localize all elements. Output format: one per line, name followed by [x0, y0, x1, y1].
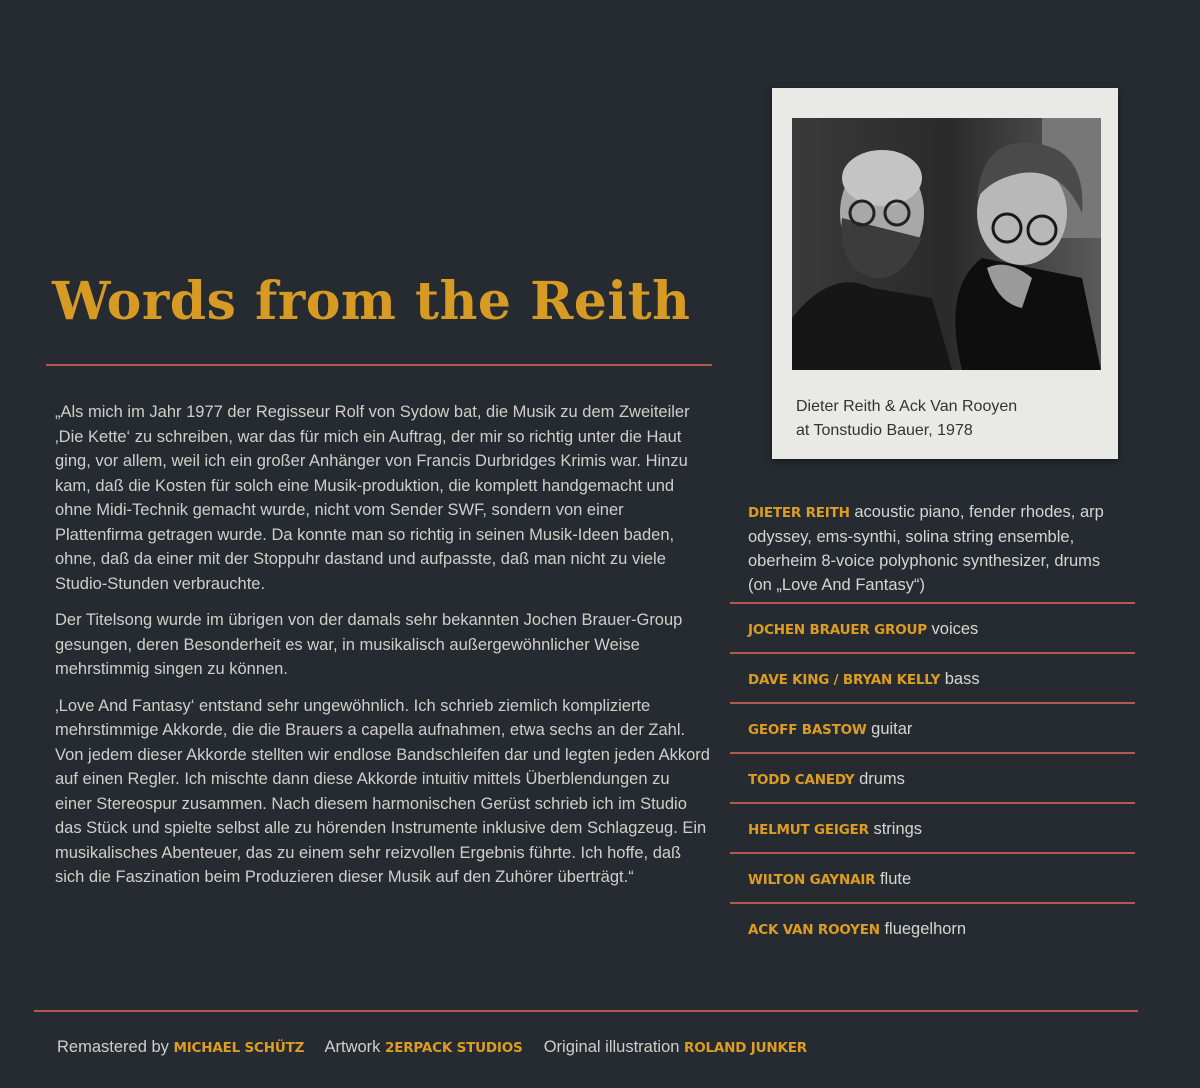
liner-notes: [55, 400, 710, 902]
credit-name: DIETER REITH: [748, 505, 850, 521]
credit-role: guitar: [871, 720, 913, 738]
credit-role: strings: [873, 820, 923, 838]
illustration-name: ROLAND JUNKER: [684, 1040, 807, 1056]
title-divider: [46, 364, 712, 366]
credit-row: [730, 654, 1135, 704]
polaroid-photo: [772, 88, 1118, 459]
footer-credits: [57, 1038, 807, 1057]
credit-row: [730, 704, 1135, 754]
credit-name: WILTON GAYNAIR: [748, 872, 876, 888]
remastered-label: Remastered by: [57, 1038, 169, 1056]
credit-name: JOCHEN BRAUER GROUP: [748, 622, 927, 638]
page-title: Words from the Reith: [52, 271, 691, 332]
musician-credits: [730, 497, 1135, 952]
credit-row: [730, 904, 1135, 952]
artwork-label: Artwork: [324, 1038, 381, 1056]
artwork-name: 2ERPACK STUDIOS: [385, 1040, 523, 1056]
footer-divider: [34, 1010, 1138, 1012]
musicians-photo-image: [792, 118, 1101, 370]
credit-role: drums: [859, 770, 905, 788]
credit-role: acoustic piano, fender rhodes, arp odyssey, ems-synthi, solina string ensemble, oberheim 8-voice polyphonic synthesizer, drums (on „Love And Fantasy“): [748, 503, 1104, 594]
credit-role: fluegelhorn: [884, 920, 967, 938]
credit-name: TODD CANEDY: [748, 772, 855, 788]
credit-row: [730, 604, 1135, 654]
credit-row: [730, 854, 1135, 904]
credit-row: [730, 754, 1135, 804]
credit-name: ACK VAN ROOYEN: [748, 922, 880, 938]
credit-name: DAVE KING / BRYAN KELLY: [748, 672, 941, 688]
credit-name: GEOFF BASTOW: [748, 722, 867, 738]
remastered-name: MICHAEL SCHÜTZ: [173, 1040, 305, 1056]
paragraph: „Als mich im Jahr 1977 der Regisseur Rolf von Sydow bat, die Musik zu dem Zweiteiler ‚Die Kette‘ zu schreiben, war das für mich ein Auftrag, der mir so richtig unter die Haut ging, vor allem, weil ich ein großer Anhänger von Francis Durbridges Krimis war. Hinzu kam, daß die Kosten für solch eine Musik-produktion, die komplett handgemacht und ohne Midi-Technik gemacht wurde, nicht vom Sender SWF, sondern von einer Plattenfirma getragen wurde. Da konnte man so richtig in seinen Musik-Ideen baden, ohne, daß da einer mit der Stoppuhr dastand und aufpasste, daß man nicht zu viele Studio-Stunden verbrauchte.: [55, 403, 690, 593]
credit-role: bass: [944, 670, 980, 688]
caption-line: Dieter Reith & Ack Van Rooyen: [796, 398, 1018, 415]
paragraph: ‚Love And Fantasy‘ entstand sehr ungewöhnlich. Ich schrieb ziemlich komplizierte mehrstimmige Akkorde, die die Brauers a capella aufnahmen, etwa sechs an der Zahl. Von jedem dieser Akkorde stellten wir endlose Bandschleifen dar und legten jeden Akkord auf einen Regler. Ich mischte dann diese Akkorde intuitiv mittels Überblendungen zu einer Stereospur zusammen. Nach diesem harmonischen Gerüst schrieb ich im Studio das Stück und spielte selbst alle zu hörenden Instrumente inklusive dem Schlagzeug. Ein musikalisches Abenteuer, das zu einem sehr reizvollen Ergebnis führte. Ich hoffe, daß sich die Faszination beim Produzieren dieser Musik auf den Zuhörer überträgt.“: [55, 696, 710, 886]
illustration-label: Original illustration: [543, 1038, 680, 1056]
credit-name: HELMUT GEIGER: [748, 822, 869, 838]
photo: [792, 118, 1101, 370]
caption-line: at Tonstudio Bauer, 1978: [796, 422, 973, 439]
credit-role: voices: [931, 620, 979, 638]
paragraph: Der Titelsong wurde im übrigen von der damals sehr bekannten Jochen Brauer-Group gesungen, deren Besonderheit es war, in musikalisch außergewöhnlicher Weise mehrstimmig singen zu können.: [55, 611, 683, 678]
credit-role: flute: [879, 870, 912, 888]
credit-row: [730, 804, 1135, 854]
photo-caption: [796, 395, 1106, 443]
credit-row: [730, 497, 1135, 604]
